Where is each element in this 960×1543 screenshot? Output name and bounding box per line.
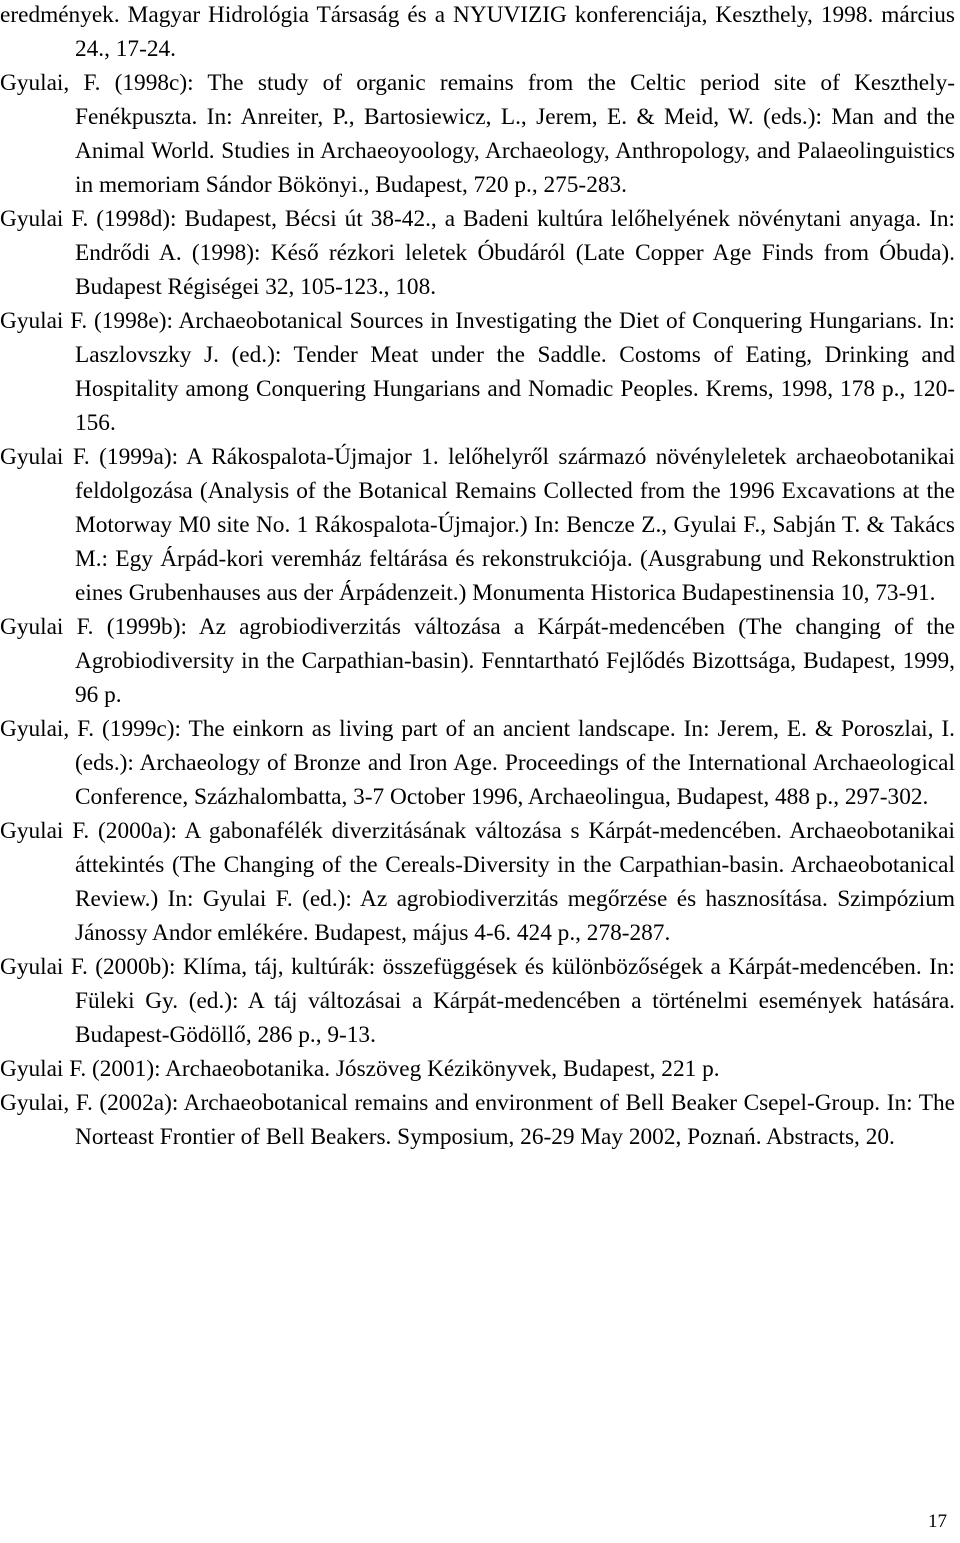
reference-entry-gyulai-1998e: Gyulai F. (1998e): Archaeobotanical Sources in Investigating the Diet of Conquering Hungarians. In: Laszlovszky J. (ed.): Tender Meat under the Saddle. Costoms of Eating, Drinking and Hospitality among Conquering Hungarians and Nomadic Peoples. Krems, 1998, 178 p., 120-156. bbox=[0, 308, 955, 436]
reference-entry-gyulai-1999b: Gyulai F. (1999b): Az agrobiodiverzitás változása a Kárpát-medencében (The changing of the Agrobiodiversity in the Carpathian-basin). Fenntartható Fejlődés Bizottsága, Budapest, 1999, 96 p. bbox=[0, 614, 955, 708]
reference-entry-gyulai-1998d: Gyulai F. (1998d): Budapest, Bécsi út 38-42., a Badeni kultúra lelőhelyének növénytani anyaga. In: Endrődi A. (1998): Késő rézkori leletek Óbudáról (Late Copper Age Finds from Óbuda). Budapest Régiségei 32, 105-123., 108. bbox=[0, 206, 955, 300]
reference-entry-gyulai-1999c: Gyulai, F. (1999c): The einkorn as living part of an ancient landscape. In: Jerem, E. & Poroszlai, I. (eds.): Archaeology of Bronze and Iron Age. Proceedings of the International Archaeological Conference, Százhalombatta, 3-7 October 1996, Archaeolingua, Budapest, 488 p., 297-302. bbox=[0, 716, 955, 810]
reference-entry-gyulai-2002a: Gyulai, F. (2002a): Archaeobotanical remains and environment of Bell Beaker Csepel-Group. In: The Norteast Frontier of Bell Beakers. Symposium, 26-29 May 2002, Poznań. Abstracts, 20. bbox=[0, 1090, 955, 1150]
page-number: 17 bbox=[928, 1511, 947, 1532]
reference-entry-gyulai-1998c: Gyulai, F. (1998c): The study of organic remains from the Celtic period site of Keszthely-Fenékpuszta. In: Anreiter, P., Bartosiewicz, L., Jerem, E. & Meid, W. (eds.): Man and the Animal World. Studies in Archaeoyoology, Archaeology, Anthropology, and Palaeolinguistics in memoriam Sándor Bökönyi., Budapest, 720 p., 275-283. bbox=[0, 70, 955, 198]
reference-entry-gyulai-2001: Gyulai F. (2001): Archaeobotanika. Jószöveg Kézikönyvek, Budapest, 221 p. bbox=[0, 1056, 720, 1082]
reference-entry-gyulai-2000a: Gyulai F. (2000a): A gabonafélék diverzitásának változása s Kárpát-medencében. Archaeobotanikai áttekintés (The Changing of the Cereals-Diversity in the Carpathian-basin. Archaeobotanical Review.) In: Gyulai F. (ed.): Az agrobiodiverzitás megőrzése és hasznosítása. Szimpózium Jánossy Andor emlékére. Budapest, május 4-6. 424 p., 278-287. bbox=[0, 818, 955, 946]
reference-entry-gyulai-1999a: Gyulai F. (1999a): A Rákospalota-Újmajor 1. lelőhelyről származó növényleletek archaeobotanikai feldolgozása (Analysis of the Botanical Remains Collected from the 1996 Excavations at the Motorway M0 site No. 1 Rákospalota-Újmajor.) In: Bencze Z., Gyulai F., Sabján T. & Takács M.: Egy Árpád-kori veremház feltárása és rekonstrukciója. (Ausgrabung und Rekonstruktion eines Grubenhauses aus der Árpádenzeit.) Monumenta Historica Budapestinensia 10, 73-91. bbox=[0, 444, 955, 606]
reference-entry-gyulai-2000b: Gyulai F. (2000b): Klíma, táj, kultúrák: összefüggések és különbözőségek a Kárpát-medencében. In: Füleki Gy. (ed.): A táj változásai a Kárpát-medencében a történelmi események hatására. Budapest-Gödöllő, 286 p., 9-13. bbox=[0, 954, 955, 1048]
reference-entry-continuation: eredmények. Magyar Hidrológia Társaság és a NYUVIZIG konferenciája, Keszthely, 1998. március 24., 17-24. bbox=[0, 2, 955, 62]
